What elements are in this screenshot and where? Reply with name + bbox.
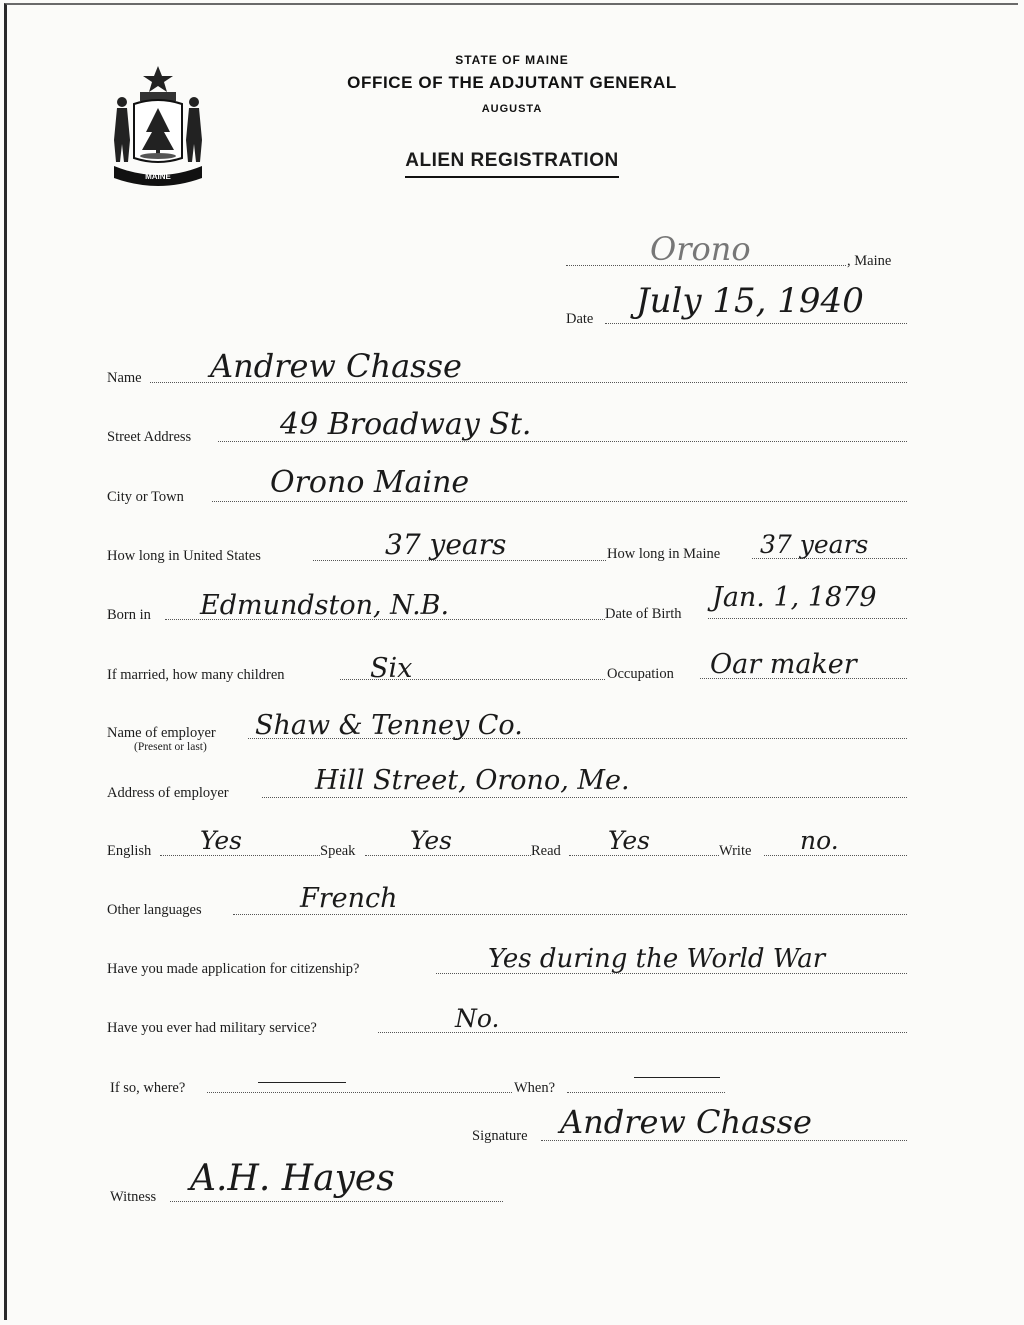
dob-line: [708, 618, 907, 619]
children-label: If married, how many children: [107, 667, 285, 683]
write-line: [764, 855, 907, 856]
when-line: [567, 1092, 725, 1093]
employer-sub-label: (Present or last): [134, 741, 207, 753]
name-entry: Andrew Chasse: [210, 347, 462, 385]
form-title: ALIEN REGISTRATION: [405, 150, 618, 178]
state-heading: STATE OF MAINE: [455, 53, 569, 67]
when-label: When?: [514, 1080, 556, 1096]
years-maine-entry: 37 years: [760, 530, 869, 559]
city-label: City or Town: [107, 489, 184, 505]
born-label: Born in: [107, 607, 151, 623]
signature-entry: Andrew Chasse: [560, 1103, 812, 1141]
employer-address-entry: Hill Street, Orono, Me.: [315, 765, 630, 796]
maine-label: How long in Maine: [607, 546, 721, 562]
witness-entry: A.H. Hayes: [190, 1158, 395, 1199]
page-border: [4, 3, 1018, 1320]
seal-banner-text: MAINE: [145, 172, 171, 181]
write-label: Write: [719, 843, 752, 859]
name-label: Name: [107, 370, 142, 386]
employer-entry: Shaw & Tenney Co.: [255, 710, 523, 741]
other-lang-label: Other languages: [107, 902, 202, 918]
military-entry: No.: [455, 1004, 500, 1033]
form-title-wrap: [0, 150, 1024, 178]
english-entry: Yes: [200, 826, 242, 855]
military-label: Have you ever had military service?: [107, 1020, 317, 1036]
when-dash-mark: [634, 1077, 720, 1078]
speak-label: Speak: [320, 843, 356, 859]
english-line: [160, 855, 320, 856]
where-dash-mark: [258, 1082, 346, 1083]
speak-line: [365, 855, 531, 856]
where-label: If so, where?: [110, 1080, 186, 1096]
witness-line: [170, 1201, 503, 1202]
employer-address-label: Address of employer: [107, 785, 229, 801]
write-entry: no.: [800, 826, 839, 855]
place-suffix: , Maine: [847, 253, 892, 269]
read-line: [569, 855, 719, 856]
citizenship-label: Have you made application for citizenship?: [107, 961, 360, 977]
city-heading: AUGUSTA: [481, 103, 543, 115]
occupation-label: Occupation: [607, 666, 674, 682]
dob-label: Date of Birth: [605, 606, 682, 622]
street-label: Street Address: [107, 429, 192, 445]
read-label: Read: [531, 843, 561, 859]
english-label: English: [107, 843, 152, 859]
signature-label: Signature: [472, 1128, 528, 1144]
employer-address-line: [262, 797, 907, 798]
us-label: How long in United States: [107, 548, 261, 564]
speak-entry: Yes: [410, 826, 452, 855]
children-entry: Six: [370, 653, 413, 684]
years-us-entry: 37 years: [385, 528, 507, 561]
date-line: [605, 323, 907, 324]
other-lang-line: [233, 914, 907, 915]
place-entry: Orono: [650, 230, 751, 268]
witness-label: Witness: [110, 1189, 157, 1205]
born-entry: Edmundston, N.B.: [200, 590, 450, 621]
date-label: Date: [566, 311, 594, 327]
street-entry: 49 Broadway St.: [280, 407, 532, 442]
occupation-entry: Oar maker: [710, 649, 857, 680]
employer-label: Name of employer: [107, 725, 216, 741]
city-entry: Orono Maine: [270, 465, 470, 500]
where-line: [207, 1092, 512, 1093]
city-line: [212, 501, 907, 502]
read-entry: Yes: [608, 826, 650, 855]
date-entry: July 15, 1940: [636, 281, 864, 321]
citizenship-entry: Yes during the World War: [488, 944, 826, 974]
dob-entry: Jan. 1, 1879: [712, 582, 877, 613]
other-lang-entry: French: [300, 883, 398, 914]
office-heading: OFFICE OF THE ADJUTANT GENERAL: [347, 73, 677, 92]
